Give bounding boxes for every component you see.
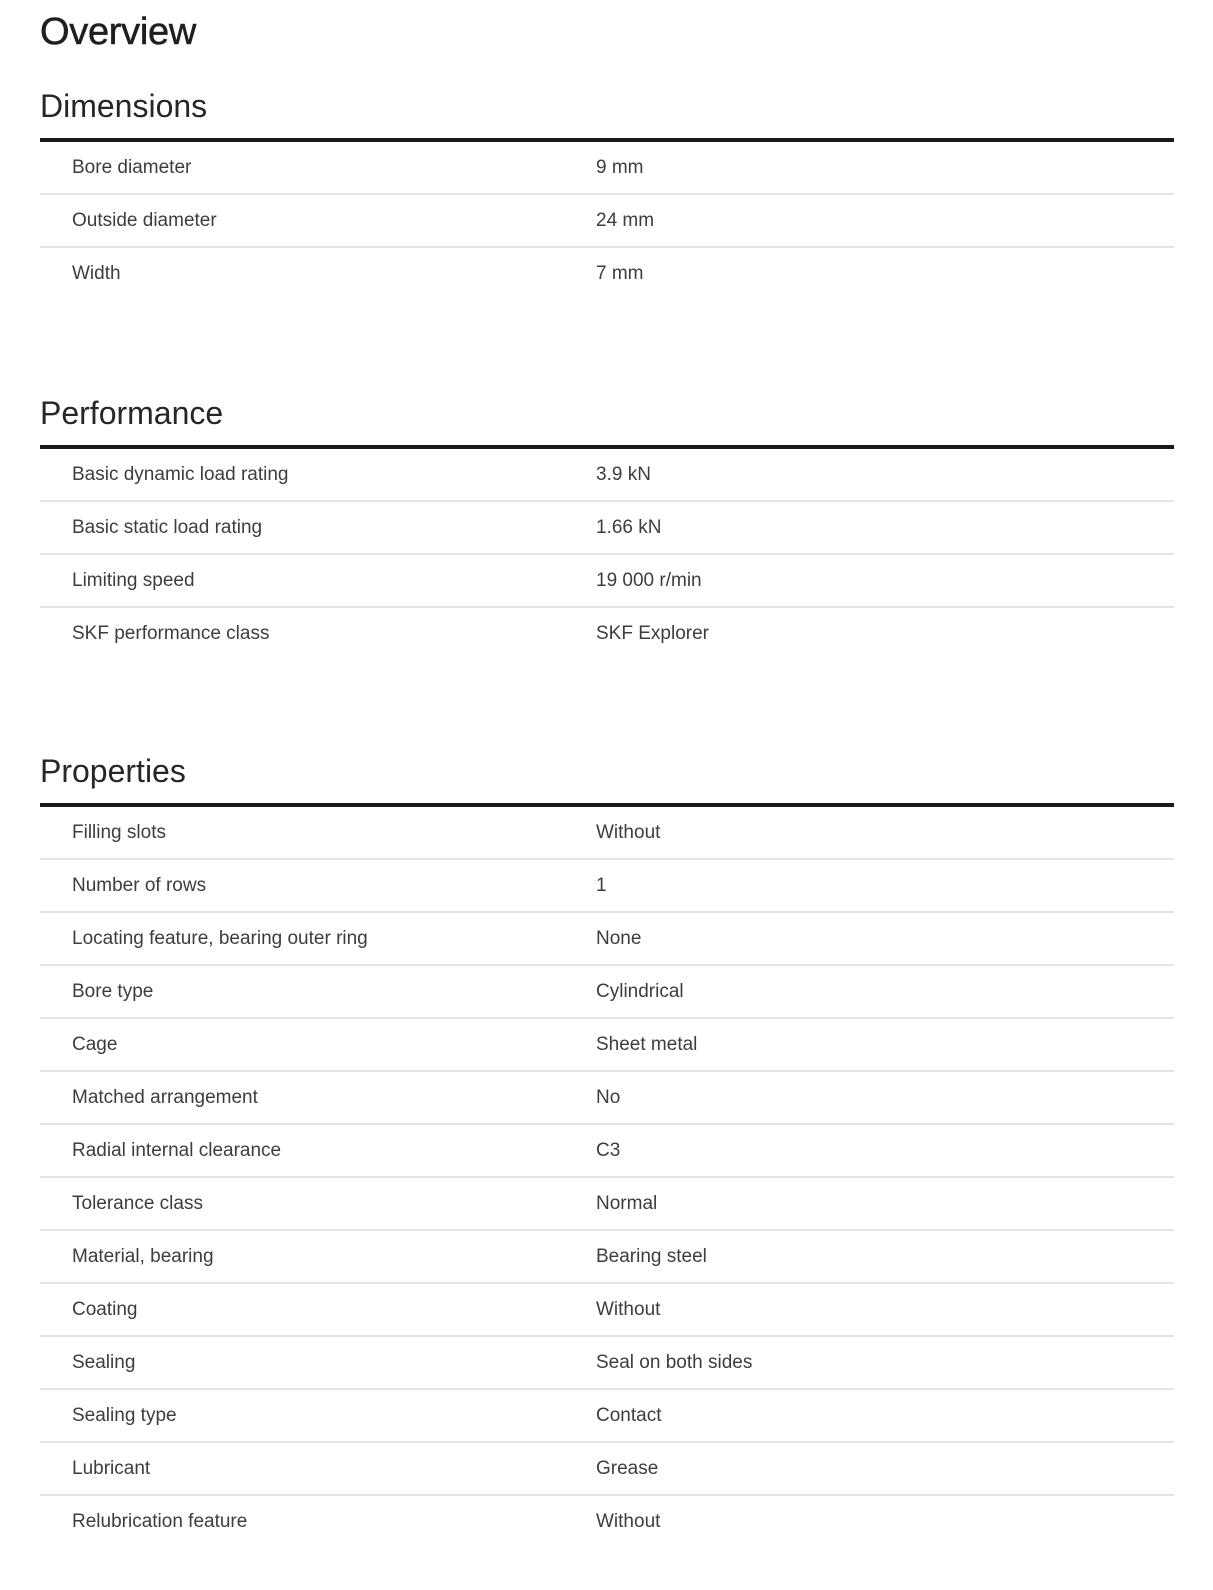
- table-row: [40, 1178, 1174, 1231]
- row-value: Without: [596, 1510, 661, 1532]
- row-label: Tolerance class: [72, 1192, 203, 1214]
- properties-table: [40, 803, 1174, 1547]
- table-row: [40, 195, 1174, 248]
- row-label: Filling slots: [72, 821, 166, 843]
- table-row: [40, 502, 1174, 555]
- row-value: Seal on both sides: [596, 1351, 753, 1373]
- table-row: [40, 913, 1174, 966]
- row-value: Cylindrical: [596, 980, 684, 1002]
- table-row: [40, 555, 1174, 608]
- row-value: No: [596, 1086, 621, 1108]
- row-label: Limiting speed: [72, 569, 195, 591]
- row-label: Lubricant: [72, 1457, 151, 1479]
- properties-section: [40, 751, 1174, 1547]
- row-value: None: [596, 927, 642, 949]
- row-label: Coating: [72, 1298, 138, 1320]
- table-row: [40, 449, 1174, 502]
- page-title: Overview: [40, 11, 196, 53]
- row-label: Basic dynamic load rating: [72, 463, 289, 485]
- table-row: [40, 1231, 1174, 1284]
- table-row: [40, 248, 1174, 299]
- row-label: Cage: [72, 1033, 118, 1055]
- row-value: Grease: [596, 1457, 659, 1479]
- table-row: [40, 1443, 1174, 1496]
- table-row: [40, 1019, 1174, 1072]
- dimensions-table: [40, 138, 1174, 299]
- row-label: Bore diameter: [72, 156, 192, 178]
- table-row: [40, 1125, 1174, 1178]
- table-row: [40, 860, 1174, 913]
- row-value: 7 mm: [596, 262, 644, 284]
- row-value: Bearing steel: [596, 1245, 707, 1267]
- row-label: Sealing type: [72, 1404, 177, 1426]
- row-value: Normal: [596, 1192, 658, 1214]
- row-label: Width: [72, 262, 121, 284]
- section-title: Dimensions: [40, 88, 208, 124]
- row-value: 1.66 kN: [596, 516, 662, 538]
- dimensions-section: [40, 86, 1174, 299]
- row-label: Number of rows: [72, 874, 207, 896]
- row-label: Sealing: [72, 1351, 136, 1373]
- table-row: [40, 1072, 1174, 1125]
- row-value: Contact: [596, 1404, 662, 1426]
- row-label: Radial internal clearance: [72, 1139, 282, 1161]
- row-value: Without: [596, 821, 661, 843]
- performance-table: [40, 445, 1174, 659]
- row-label: Matched arrangement: [72, 1086, 258, 1108]
- table-row: [40, 1390, 1174, 1443]
- row-value: Sheet metal: [596, 1033, 698, 1055]
- table-row: [40, 1337, 1174, 1390]
- row-value: 3.9 kN: [596, 463, 651, 485]
- table-row: [40, 807, 1174, 860]
- table-row: [40, 1496, 1174, 1547]
- row-label: Material, bearing: [72, 1245, 214, 1267]
- row-label: Basic static load rating: [72, 516, 263, 538]
- row-value: Without: [596, 1298, 661, 1320]
- row-value: 24 mm: [596, 209, 655, 231]
- row-value: 1: [596, 874, 607, 896]
- row-label: Relubrication feature: [72, 1510, 248, 1532]
- row-value: 19 000 r/min: [596, 569, 702, 591]
- row-label: Outside diameter: [72, 209, 217, 231]
- row-value: C3: [596, 1139, 621, 1161]
- row-label: Bore type: [72, 980, 154, 1002]
- row-label: SKF performance class: [72, 622, 270, 644]
- section-title: Properties: [40, 753, 186, 789]
- row-value: SKF Explorer: [596, 622, 709, 644]
- section-title: Performance: [40, 395, 224, 431]
- table-row: [40, 608, 1174, 659]
- table-row: [40, 966, 1174, 1019]
- table-row: [40, 1284, 1174, 1337]
- table-row: [40, 142, 1174, 195]
- row-label: Locating feature, bearing outer ring: [72, 927, 368, 949]
- row-value: 9 mm: [596, 156, 644, 178]
- performance-section: [40, 393, 1174, 659]
